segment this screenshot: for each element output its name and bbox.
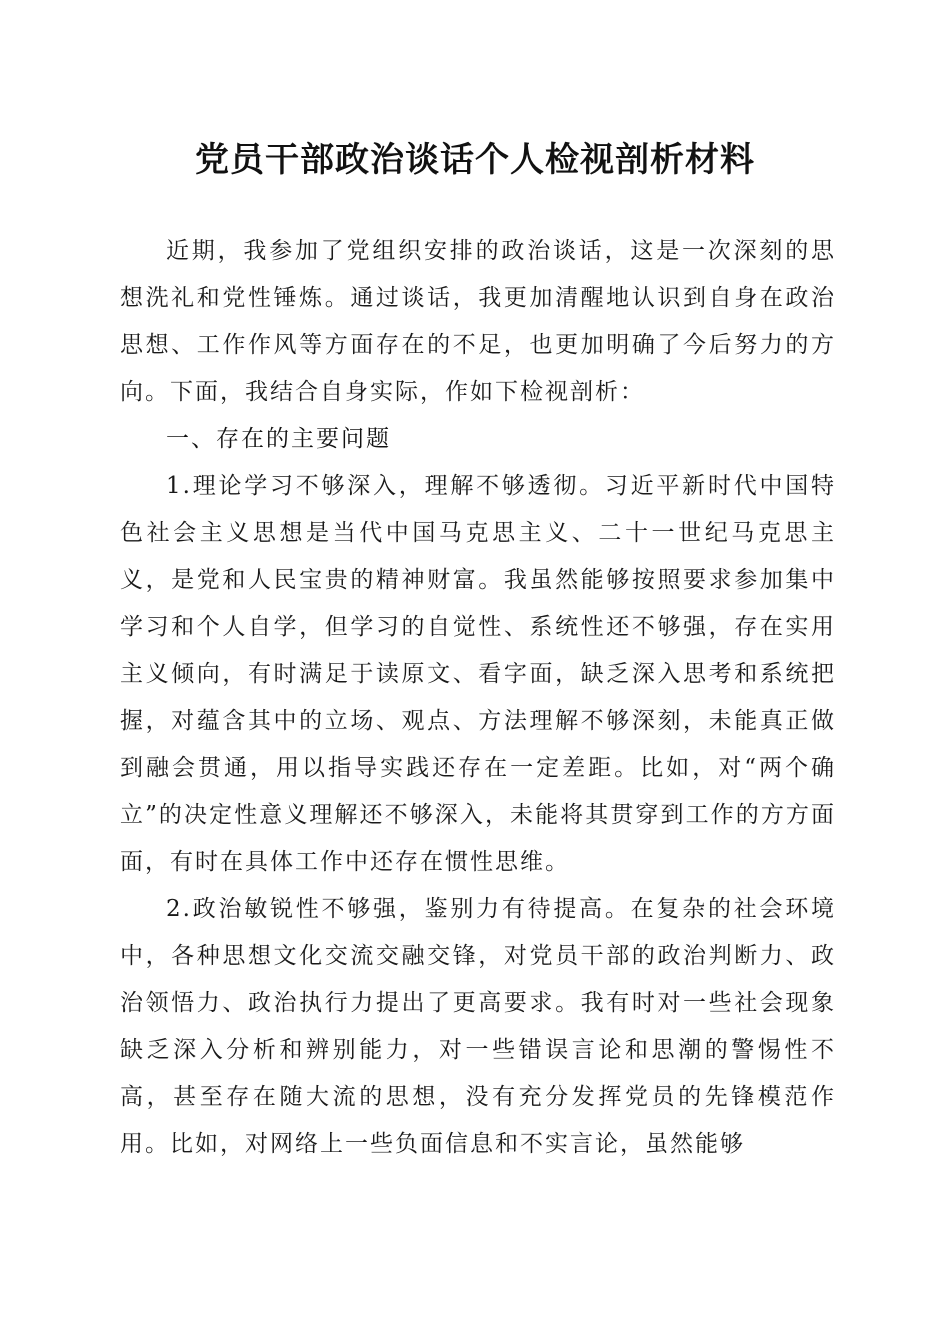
intro-paragraph: 近期，我参加了党组织安排的政治谈话，这是一次深刻的思想洗礼和党性锤炼。通过谈话，我更加清醒地认识到自身在政治思想、工作作风等方面存在的不足，也更加明确了今后努力的方向。下面，我结合自身实际，作如下检视剖析： — [120, 238, 836, 405]
document-body — [120, 228, 836, 1168]
document-title: 党员干部政治谈话个人检视剖析材料 — [195, 140, 755, 180]
problem-item-2: 2.政治敏锐性不够强，鉴别力有待提高。在复杂的社会环境中，各种思想文化交流交融交锋，对党员干部的政治判断力、政治领悟力、政治执行力提出了更高要求。我有时对一些社会现象缺乏深入分析和辨别能力，对一些错误言论和思潮的警惕性不高，甚至存在随大流的思想，没有充分发挥党员的先锋模范作用。比如，对网络上一些负面信息和不实言论，虽然能够 — [120, 896, 836, 1157]
problem-item-1: 1.理论学习不够深入，理解不够透彻。习近平新时代中国特色社会主义思想是当代中国马克思主义、二十一世纪马克思主义，是党和人民宝贵的精神财富。我虽然能够按照要求参加集中学习和个人自学，但学习的自觉性、系统性还不够强，存在实用主义倾向，有时满足于读原文、看字面，缺乏深入思考和系统把握，对蕴含其中的立场、观点、方法理解不够深刻，未能真正做到融会贯通，用以指导实践还存在一定差距。比如，对“两个确立”的决定性意义理解还不够深入，未能将其贯穿到工作的方方面面，有时在具体工作中还存在惯性思维。 — [120, 473, 836, 875]
section-heading: 一、存在的主要问题 — [166, 426, 391, 452]
